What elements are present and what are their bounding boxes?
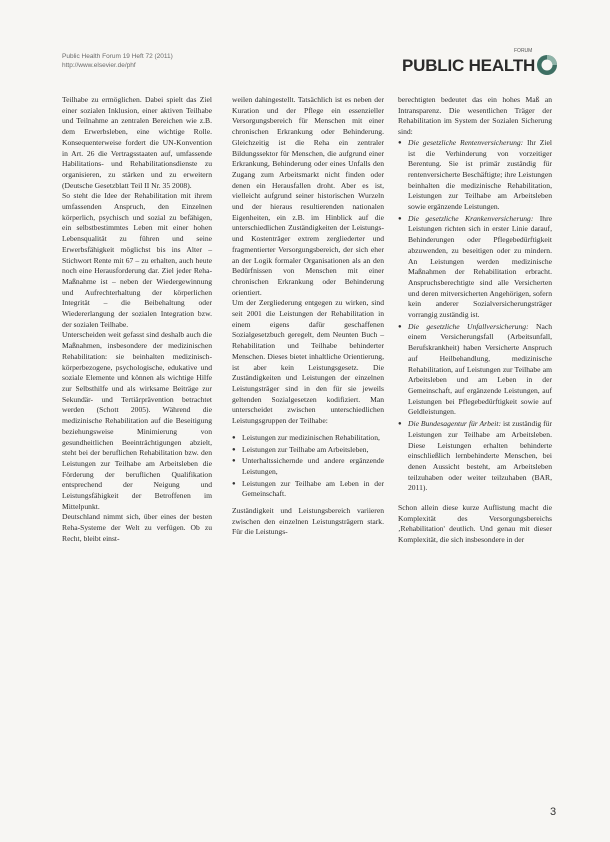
paragraph: Um der Zergliederung entgegen zu wirken, sind seit 2001 die Leistungen der Rehabilitation in einem eigens dafür geschaffenen Sozialgesetzbuch geregelt, dem Neunten Buch – Rehabilitation und Teilhabe behinderter Menschen. Dieses bietet inhaltliche Orientierung, ist aber kein Leistungsgesetz. Die Zuständigkeiten und Leistungen der einzelnen Leistungsträger sind in den für sie jeweils geltenden Sozialgesetzen kodifiziert. Man unterscheidet zwischen unterschiedlichen Leistungsgruppen der Teilhabe: [232, 298, 384, 426]
journal-line: Public Health Forum 19 Heft 72 (2011) [62, 53, 173, 60]
paragraph: Teilhabe zu ermöglichen. Dabei spielt das Ziel einer sozialen Inklusion, einer aktiven Teilhabe und Teilnahme an zentralen Bereichen wie z.B. dem Erwerbsleben, eine wichtige Rolle. Konsequenterweise fordert die UN-Konvention in Art. 26 die Vertragsstaaten auf, umfassende Habilitations- und Rehabilitationsdienste zu organisieren, zu stärken und zu erweitern (Deutsche Gesetzblatt Teil II Nr. 35 2008). [62, 95, 212, 190]
text-column-2 [232, 95, 384, 538]
public-health-forum-logo [402, 48, 562, 86]
teilhabe-list [232, 433, 384, 500]
list-term: Die gesetzliche Rentenversicherung: [408, 137, 524, 147]
paragraph: berechtigten bedeutet das ein hohes Maß an Intransparenz. Die wesentlichen Träger der Rehabilitation im System der Sozialen Sicherung sind: [398, 95, 552, 137]
list-item: ● Leistungen zur Teilhabe am Leben in der Gemeinschaft. [232, 479, 384, 500]
paragraph: Schon allein diese kurze Auflistung macht die Komplexität des Versorgungsbereichs ‚Rehabilitation' deutlich. Und genau mit dieser Komplexität, die sich insbesondere in der [398, 503, 552, 545]
list-text: ist zuständig für Leistungen zur Teilhabe am Arbeitsleben. Diese Leistungen erhalten behinderte einschließlich lernbehinderte Menschen, bei denen Aussicht besteht, am Arbeitsleben teilzuhaben oder weiter teilzuhaben (BAR, 2011). [408, 419, 553, 493]
list-item [398, 214, 552, 321]
list-term: Die gesetzliche Krankenversicherung: [408, 213, 534, 223]
list-item [398, 138, 552, 213]
list-text: Ihr Ziel ist die Verhinderung von vorzeitiger Berentung. Sie ist primär zuständig für rentenversicherte Beschäftigte; ihre Leistungen beinhalten die medizinische Rehabilitation, Leistungen zur Teilhabe am Arbeitsleben sowie ergänzende Leistungen. [408, 137, 552, 212]
list-item [398, 322, 552, 418]
list-term: Die gesetzliche Unfallversicherung: [408, 321, 529, 331]
paragraph: Deutschland nimmt sich, über eines der besten Reha-Systeme der Welt zu verfügen. Ob zu Recht, bleibt einst- [62, 512, 212, 543]
url-line: http://www.elsevier.de/phf [62, 62, 136, 69]
logo-text: PUBLIC HEALTH [402, 56, 536, 75]
paragraph: Unterscheiden weit gefasst sind deshalb auch die Maßnahmen, insbesondere der medizinischen Rehabilitation: sie beinhalten medizinisch-körperbezogene, psychologische, edukative und soziale Elemente und können als wichtige Hilfe zur Selbsthilfe und als wirksame Beiträge zur Sekundär- und Tertiärprävention betrachtet werden (Schott 2005). Während die medizinische Rehabilitation auf die Beseitigung beziehungsweise Minimierung von gesundheitlichen Beeinträchtigungen abzielt, steht bei der beruflichen Rehabilitation bzw. den Leistungen zur Teilhabe am Arbeitsleben die Förderung der beruflichen Qualifikation entsprechend der Neigung und Leistungsfähigkeit der Betroffenen im Mittelpunkt. [62, 330, 212, 511]
paragraph: So steht die Idee der Rehabilitation mit ihrem umfassenden Anspruch, den Einzelnen körperlich, psychisch und sozial zu befähigen, ein selbstbestimmtes Leben mit einer hohen Lebensqualität zu führen und seine Erwerbsfähigkeit möglichst bis ins Alter – Stichwort Rente mit 67 – zu erhalten, auch heute noch eine Herausforderung dar. Ziel jeder Reha-Maßnahme ist – neben der Wiedergewinnung und Aufrechterhaltung der körperlichen Integrität – die Beibehaltung oder Wiedererlangung der sozialen Integration bzw. der sozialen Teilhabe. [62, 191, 212, 329]
running-header [62, 52, 173, 70]
paragraph: Zuständigkeit und Leistungsbereich variieren zwischen den einzelnen Leistungsträgern stark. Für die Leistungs- [232, 506, 384, 537]
logo-superscript: FORUM [514, 48, 533, 54]
list-item: ● Leistungen zur Teilhabe am Arbeitsleben, [232, 445, 384, 456]
traeger-list [398, 138, 552, 494]
list-item: ● Leistungen zur medizinischen Rehabilitation, [232, 433, 384, 444]
page-number: 3 [550, 806, 557, 818]
list-item [398, 419, 552, 494]
list-text: Ihre Leistungen richten sich in erster Linie darauf, Behinderungen oder Pflegebedürftigkeit abzuwenden, zu beseitigen oder zu mindern. An Leistungen werden medizinische Maßnahmen der Rehabilitation erbracht. Anspruchsberechtigte sind alle Versicherten und deren mitversicherten Angehörigen, sofern kein anderer Sozialversicherungsträger vorrangig zuständig ist. [408, 213, 553, 320]
paragraph: weilen dahingestellt. Tatsächlich ist es neben der Kuration und der Pflege ein essenzieller Versorgungsbereich für Menschen mit einer chronischen Erkrankung oder Behinderung. Gleichzeitig ist die Reha ein zentraler Bildungssektor für Menschen, die aufgrund einer Erkrankung, Behinderung oder eines Unfalls den Zugang zum Arbeitsmarkt nicht finden oder denen ein Herausfallen droht. Aber es ist, vielleicht aufgrund seiner historischen Wurzeln und der hieraus resultierenden nationalen Eigenheiten, ein z.B. im Hinblick auf die unterschiedlichen Zuständigkeiten der Leistungs- und Kostenträger extrem zergliederter und fragmentierter Versorgungsbereich, der sich eher an der Logik formaler Organisationen als an den Bedürfnissen von Menschen mit einer chronischen Erkrankung oder Behinderung orientiert. [232, 95, 384, 297]
text-column-1 [62, 95, 212, 545]
list-item: ● Unterhaltssichernde und andere ergänzende Leistungen, [232, 456, 384, 477]
text-column-3 [398, 95, 552, 546]
list-text: Nach einem Versicherungsfall (Arbeitsunfall, Berufskrankheit) haben Versicherte Anspruch auf Heilbehandlung, medizinische Rehabilitation, auf Leistungen zur Teilhabe am Arbeitsleben und am Leben in der Gemeinschaft, auf ergänzende Leistungen, auf Leistungen bei Pflegebedürftigkeit sowie auf Geldleistungen. [408, 321, 552, 417]
list-term: Die Bundesagentur für Arbeit: [408, 419, 502, 429]
logo-mark-icon [536, 54, 558, 76]
